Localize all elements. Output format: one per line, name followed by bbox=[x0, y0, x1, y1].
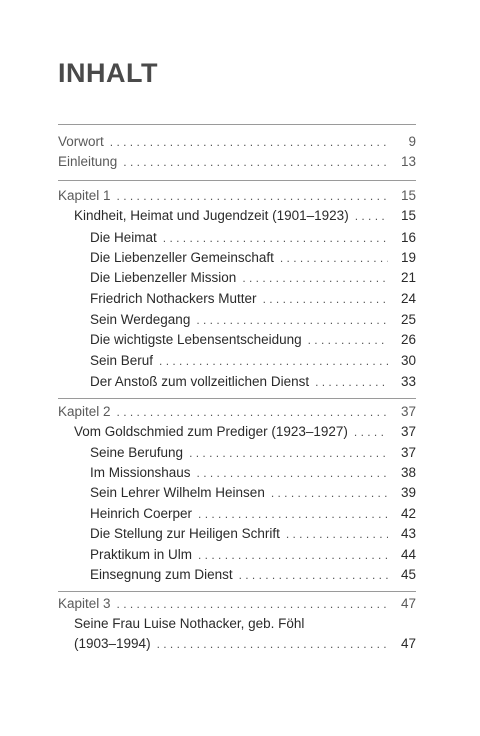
page-title: INHALT bbox=[58, 58, 158, 88]
toc-label: Einleitung bbox=[58, 154, 118, 169]
toc-page: 21 bbox=[400, 270, 416, 285]
leader-dots bbox=[280, 248, 388, 268]
toc-entry[interactable] bbox=[90, 443, 416, 463]
leader-dots bbox=[157, 634, 388, 654]
toc-label: Sein Lehrer Wilhelm Heinsen bbox=[90, 485, 265, 500]
leader-dots bbox=[196, 310, 388, 330]
toc-label: Sein Werdegang bbox=[90, 312, 191, 327]
toc-page: 25 bbox=[400, 312, 416, 327]
leader-dots bbox=[117, 186, 388, 206]
toc-label: Einsegnung zum Dienst bbox=[90, 567, 233, 582]
toc-entry[interactable] bbox=[90, 330, 416, 350]
toc-label: Die Heimat bbox=[90, 230, 157, 245]
toc-page: 19 bbox=[400, 250, 416, 265]
toc-page: 43 bbox=[400, 526, 416, 541]
toc-page: 42 bbox=[400, 506, 416, 521]
toc-page: 33 bbox=[400, 374, 416, 389]
toc-page: 44 bbox=[400, 547, 416, 562]
toc-label: Die Liebenzeller Gemeinschaft bbox=[90, 250, 274, 265]
toc-label: Heinrich Coerper bbox=[90, 506, 193, 521]
toc-label: (1903–1994) bbox=[74, 636, 151, 651]
toc-label: Kapitel 3 bbox=[58, 596, 111, 611]
toc-entry-einleitung[interactable] bbox=[58, 152, 416, 172]
leader-dots bbox=[117, 402, 388, 422]
toc-label: Kindheit, Heimat und Jugendzeit (1901–1923) bbox=[74, 208, 349, 223]
toc-entry-kapitel-1[interactable] bbox=[58, 186, 416, 206]
toc-label: Vom Goldschmied zum Prediger (1923–1927) bbox=[74, 424, 348, 439]
divider bbox=[58, 398, 416, 399]
toc-page: 39 bbox=[400, 485, 416, 500]
toc-page: 13 bbox=[400, 154, 416, 169]
leader-dots bbox=[198, 504, 388, 524]
toc-entry-k3-section-line2[interactable] bbox=[74, 634, 416, 654]
toc-entry[interactable] bbox=[90, 524, 416, 544]
toc-page: 38 bbox=[400, 465, 416, 480]
toc-entry-kapitel-3[interactable] bbox=[58, 594, 416, 614]
toc-label: Im Missionshaus bbox=[90, 465, 191, 480]
toc-label: Kapitel 2 bbox=[58, 404, 111, 419]
toc-page: 37 bbox=[400, 424, 416, 439]
toc-entry[interactable] bbox=[90, 289, 416, 309]
leader-dots bbox=[197, 463, 388, 483]
leader-dots bbox=[117, 594, 388, 614]
leader-dots bbox=[163, 228, 388, 248]
toc-entry-vorwort[interactable] bbox=[58, 132, 416, 152]
divider bbox=[58, 591, 416, 592]
leader-dots bbox=[159, 351, 388, 371]
toc-page: 47 bbox=[400, 596, 416, 611]
toc-entry[interactable] bbox=[90, 248, 416, 268]
toc-label: Die wichtigste Lebensentscheidung bbox=[90, 332, 302, 347]
divider bbox=[58, 124, 416, 125]
toc-label: Sein Beruf bbox=[90, 353, 154, 368]
toc-label: Der Anstoß zum vollzeitlichen Dienst bbox=[90, 374, 310, 389]
toc-entry[interactable] bbox=[90, 483, 416, 503]
toc-entry[interactable] bbox=[90, 268, 416, 288]
toc-label: Seine Berufung bbox=[90, 445, 184, 460]
toc-label: Die Stellung zur Heiligen Schrift bbox=[90, 526, 280, 541]
toc-entry-kapitel-2[interactable] bbox=[58, 402, 416, 422]
toc-page: 9 bbox=[408, 134, 416, 149]
toc-entry[interactable] bbox=[90, 228, 416, 248]
leader-dots bbox=[263, 289, 388, 309]
toc-page: 47 bbox=[400, 636, 416, 651]
leader-dots bbox=[355, 206, 388, 226]
toc-label: Praktikum in Ulm bbox=[90, 547, 193, 562]
toc-label: Kapitel 1 bbox=[58, 188, 111, 203]
toc-page: 26 bbox=[400, 332, 416, 347]
toc-page: 16 bbox=[400, 230, 416, 245]
toc-entry[interactable] bbox=[90, 463, 416, 483]
leader-dots bbox=[198, 545, 388, 565]
toc-entry-k2-section[interactable] bbox=[74, 422, 416, 442]
toc-page: 45 bbox=[400, 567, 416, 582]
toc-page: 30 bbox=[400, 353, 416, 368]
toc-page: 37 bbox=[400, 404, 416, 419]
toc-entry[interactable] bbox=[90, 310, 416, 330]
toc-label: Friedrich Nothackers Mutter bbox=[90, 291, 257, 306]
toc-entry-k3-section-line1[interactable]: Seine Frau Luise Nothacker, geb. Föhl bbox=[74, 616, 305, 631]
leader-dots bbox=[239, 565, 388, 585]
toc-page: 15 bbox=[400, 208, 416, 223]
toc-entry-k1-section[interactable] bbox=[74, 206, 416, 226]
toc-page: 15 bbox=[400, 188, 416, 203]
divider bbox=[58, 180, 416, 181]
toc-entry[interactable] bbox=[90, 351, 416, 371]
toc-label: Vorwort bbox=[58, 134, 104, 149]
leader-dots bbox=[123, 152, 388, 172]
leader-dots bbox=[354, 422, 388, 442]
leader-dots bbox=[308, 330, 388, 350]
toc-page: 37 bbox=[400, 445, 416, 460]
leader-dots bbox=[242, 268, 388, 288]
leader-dots bbox=[315, 372, 388, 392]
toc-entry[interactable] bbox=[90, 545, 416, 565]
toc-entry[interactable] bbox=[90, 372, 416, 392]
leader-dots bbox=[286, 524, 388, 544]
leader-dots bbox=[110, 132, 388, 152]
leader-dots bbox=[271, 483, 388, 503]
leader-dots bbox=[189, 443, 388, 463]
toc-entry[interactable] bbox=[90, 565, 416, 585]
toc-page: 24 bbox=[400, 291, 416, 306]
toc-label: Die Liebenzeller Mission bbox=[90, 270, 237, 285]
toc-entry[interactable] bbox=[90, 504, 416, 524]
